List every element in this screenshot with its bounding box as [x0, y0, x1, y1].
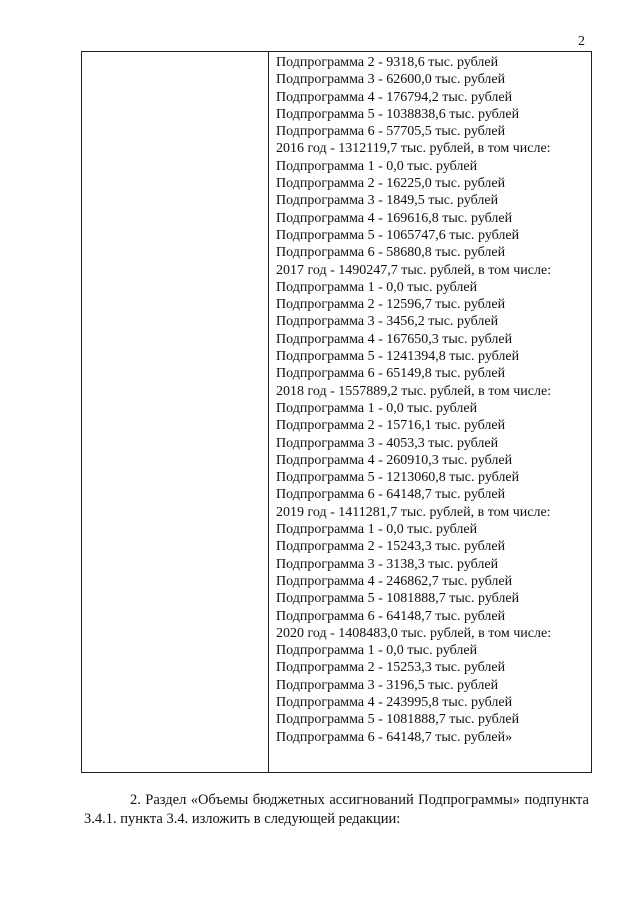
- budget-line: Подпрограмма 5 - 1081888,7 тыс. рублей: [276, 591, 520, 607]
- budget-line: Подпрограмма 2 - 15253,3 тыс. рублей: [276, 660, 506, 676]
- budget-lines-list: [276, 54, 551, 746]
- budget-line: Подпрограмма 4 - 169616,8 тыс. рублей: [276, 210, 513, 226]
- budget-line: Подпрограмма 6 - 64148,7 тыс. рублей»: [276, 729, 513, 745]
- budget-line: Подпрограмма 6 - 64148,7 тыс. рублей: [276, 487, 506, 503]
- budget-table: [81, 51, 592, 773]
- budget-line: Подпрограмма 2 - 9318,6 тыс. рублей: [276, 55, 499, 70]
- column-divider: [268, 52, 269, 772]
- page-number: 2: [578, 34, 585, 49]
- budget-line: Подпрограмма 4 - 167650,3 тыс. рублей: [276, 331, 513, 347]
- budget-line: Подпрограмма 3 - 3196,5 тыс. рублей: [276, 677, 499, 693]
- budget-line: Подпрограмма 4 - 246862,7 тыс. рублей: [276, 573, 513, 589]
- budget-line: 2018 год - 1557889,2 тыс. рублей, в том числе:: [276, 383, 552, 399]
- budget-line: Подпрограмма 2 - 16225,0 тыс. рублей: [276, 176, 506, 192]
- budget-line: Подпрограмма 5 - 1081888,7 тыс. рублей: [276, 712, 520, 728]
- budget-line: Подпрограмма 6 - 57705,5 тыс. рублей: [276, 124, 506, 140]
- budget-line: Подпрограмма 4 - 176794,2 тыс. рублей: [276, 89, 513, 105]
- budget-line: Подпрограмма 3 - 3456,2 тыс. рублей: [276, 314, 499, 330]
- budget-line: Подпрограмма 3 - 3138,3 тыс. рублей: [276, 556, 499, 572]
- budget-line: Подпрограмма 6 - 65149,8 тыс. рублей: [276, 366, 506, 382]
- budget-line: Подпрограмма 5 - 1065747,6 тыс. рублей: [276, 227, 520, 243]
- budget-line: Подпрограмма 2 - 15716,1 тыс. рублей: [276, 418, 506, 434]
- budget-line: Подпрограмма 1 - 0,0 тыс. рублей: [276, 400, 478, 416]
- budget-line: 2016 год - 1312119,7 тыс. рублей, в том числе:: [276, 141, 551, 157]
- budget-line: Подпрограмма 1 - 0,0 тыс. рублей: [276, 158, 478, 174]
- budget-line: Подпрограмма 3 - 1849,5 тыс. рублей: [276, 193, 499, 209]
- budget-line: Подпрограмма 6 - 64148,7 тыс. рублей: [276, 608, 506, 624]
- budget-line: Подпрограмма 6 - 58680,8 тыс. рублей: [276, 245, 506, 261]
- budget-line: Подпрограмма 5 - 1038838,6 тыс. рублей: [276, 106, 520, 122]
- budget-line: Подпрограмма 4 - 260910,3 тыс. рублей: [276, 452, 513, 468]
- budget-line: Подпрограмма 1 - 0,0 тыс. рублей: [276, 643, 478, 659]
- budget-line: Подпрограмма 3 - 62600,0 тыс. рублей: [276, 72, 506, 88]
- budget-line: Подпрограмма 2 - 12596,7 тыс. рублей: [276, 297, 506, 313]
- budget-line: 2017 год - 1490247,7 тыс. рублей, в том числе:: [276, 262, 552, 278]
- budget-line: Подпрограмма 5 - 1241394,8 тыс. рублей: [276, 349, 520, 365]
- amendment-paragraph: 2. Раздел «Объемы бюджетных ассигнований Подпрограммы» подпункта 3.4.1. пункта 3.4. изложить в следующей редакции:: [84, 792, 589, 827]
- budget-line: 2020 год - 1408483,0 тыс. рублей, в том числе:: [276, 625, 552, 641]
- budget-line: Подпрограмма 2 - 15243,3 тыс. рублей: [276, 539, 506, 555]
- budget-line: Подпрограмма 3 - 4053,3 тыс. рублей: [276, 435, 499, 451]
- budget-line: 2019 год - 1411281,7 тыс. рублей, в том числе:: [276, 504, 551, 520]
- budget-line: Подпрограмма 4 - 243995,8 тыс. рублей: [276, 694, 513, 710]
- budget-line: Подпрограмма 1 - 0,0 тыс. рублей: [276, 522, 478, 538]
- budget-line: Подпрограмма 1 - 0,0 тыс. рублей: [276, 279, 478, 295]
- budget-line: Подпрограмма 5 - 1213060,8 тыс. рублей: [276, 470, 520, 486]
